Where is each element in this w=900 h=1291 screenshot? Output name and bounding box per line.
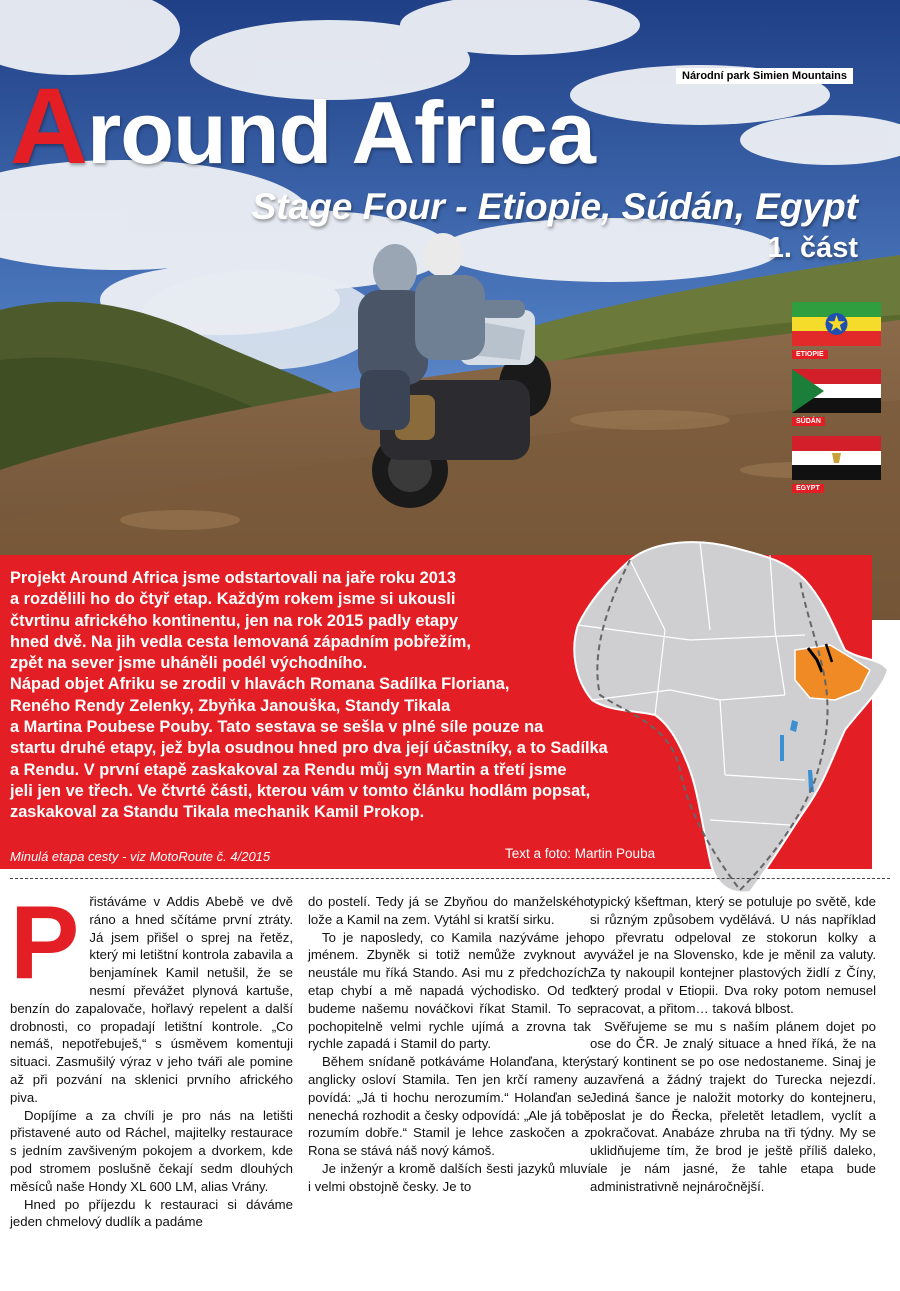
previous-stage-reference: Minulá etapa cesty - viz MotoRoute č. 4/2015	[10, 849, 271, 864]
paragraph: řistáváme v Addis Abebě ve dvě ráno a hned sčítáme první ztráty. Já jsem přišel o sprej na řetěz, který mi letištní kontrola zabavila a benjamínek Kamil netušil, že se nesmí převážet plynová kartuše, benzín do zapalovače, hořlavý repelent a další drobnosti, co propadají letištní kontrole. „Co nemáš, nepotřebuješ,“ s úsměvem komentuji situaci. Zasmušilý výraz v jeho tváři ale pomine až při pozvání na sklenici prvního afrického piva.	[10, 894, 293, 1105]
egypt-flag-icon	[792, 436, 881, 480]
flag-label-sudan: SÚDÁN	[792, 417, 825, 426]
flag-label-ethiopia: ETIOPIE	[792, 350, 828, 359]
africa-map-illustration	[570, 520, 900, 900]
paragraph: typický kšeftman, který se potuluje po světě, kde si různým způsobem vydělává. U nás například po převratu odpeloval ze stokorun kolky a vyvážel je na Slovensko, kde je měnil za valuty. Za ty nakoupil kontejner plastových židlí z Číny, který prodal v Etiopii. Dva roky potom nemusel pracovat, a přitom… taková blbost.	[590, 894, 876, 1016]
paragraph: do postelí. Tedy já se Zbyňou do manželského lože a Kamil na zem. Vytáhl si kratší sirku.	[308, 894, 591, 927]
title-initial: A	[10, 65, 87, 186]
article-column-3	[590, 893, 876, 1196]
flag-sudan	[792, 369, 881, 413]
article-title	[10, 65, 595, 186]
africa-map	[570, 520, 900, 900]
location-caption: Národní park Simien Mountains	[676, 68, 853, 84]
article-subtitle: Stage Four - Etiopie, Súdán, Egypt	[251, 186, 858, 227]
author-credit: Text a foto: Martin Pouba	[505, 846, 656, 861]
article-column-1	[10, 885, 293, 1231]
intro-text: Projekt Around Africa jsme odstartovali na jaře roku 2013 a rozdělili ho do čtyř etap. Každým rokem jsme si ukousli čtvrtinu afrického kontinentu, jen na rok 2015 padly etapy hned dvě. Na jih vedla cesta lemovaná západním pobřežím, zpět na sever jsme uháněli podél východního. Nápad objet Afriku se zrodil v hlavách Romana Sadílka Floriana, Reného Rendy Zelenky, Zbyňka Janouška, Standy Tikala a Martina Poubese Pouby. Tato sestava se sešla v plné síle pouze na startu druhé etapy, jež byla osudnou hned pro dva její účastníky, a to Sadílka a Rendu. V první etapě zaskakoval za Rendu můj syn Martin a třetí jsme jeli jen ve třech. Ve čtvrté části, kterou vám v tomto článku hodlám popsat, zaskakoval za Standu Tikala mechanik Kamil Prokop.	[10, 569, 608, 822]
sudan-flag-icon	[792, 369, 881, 413]
title-rest: round Africa	[87, 83, 595, 182]
ethiopia-flag-icon	[792, 302, 881, 346]
flag-label-egypt: EGYPT	[792, 484, 824, 493]
paragraph: To je naposledy, co Kamila nazýváme jeho jménem. Zbyněk si totiž nemůže zvyknout a neustále mu říká Stando. Asi mu z předchozích etap chybí a mě napadá východisko. Od teď budeme našemu nováčkovi říkat Stamil. To se pochopitelně velmi rychle ujímá a zrovna tak rychle zapadá i Stamil do party.	[308, 929, 591, 1052]
paragraph: Je inženýr a kromě dalších šesti jazyků mluví i velmi obstojně česky. Je to	[308, 1160, 591, 1194]
drop-cap: P	[10, 885, 80, 1001]
part-number: 1. část	[767, 232, 858, 264]
paragraph: Svěřujeme se mu s naším plánem dojet po ose do ČR. Je znalý situace a hned říká, že na starý kontinent se po ose nedostaneme. Sinaj je uzavřená a žádný trajekt do Turecka nejezdí. Jediná šance je naložit motorky do kontejneru, poslat je do Řecka, přeletět letadlem, vyclít a pokračovat. Anabáze zhruba na tři týdny. My se uklidňujeme tím, že brod je ještě příliš daleko, ale je nám jasné, že tahle etapa bude administrativně nejnáročnější.	[590, 1018, 876, 1194]
flag-ethiopia	[792, 302, 881, 346]
section-divider	[10, 878, 890, 879]
paragraph: Během snídaně potkáváme Holanďana, který anglicky osloví Stamila. Ten jen krčí rameny a povídá: „Já ti hochu nerozumím.“ Holanďan se nenechá rozhodit a česky odpovídá: „Ale já tobě rozumím dobře.“ Stamil je lehce zaskočen a z Rona se stává náš nový kámoš.	[308, 1054, 591, 1159]
flag-egypt	[792, 436, 881, 480]
article-column-2	[308, 893, 591, 1196]
paragraph: Dopíjíme a za chvíli je pro nás na letišti přistavené auto od Ráchel, majitelky restaurace s jedním zavšiveným pokojem a dvorkem, kde pod stromem poslušně čekají sedm dlouhých měsíců naše Hondy XL 600 LM, alias Vrány.	[10, 1107, 293, 1194]
paragraph: Hned po příjezdu k restauraci si dáváme jeden chmelový dudlík a padáme	[10, 1196, 293, 1230]
